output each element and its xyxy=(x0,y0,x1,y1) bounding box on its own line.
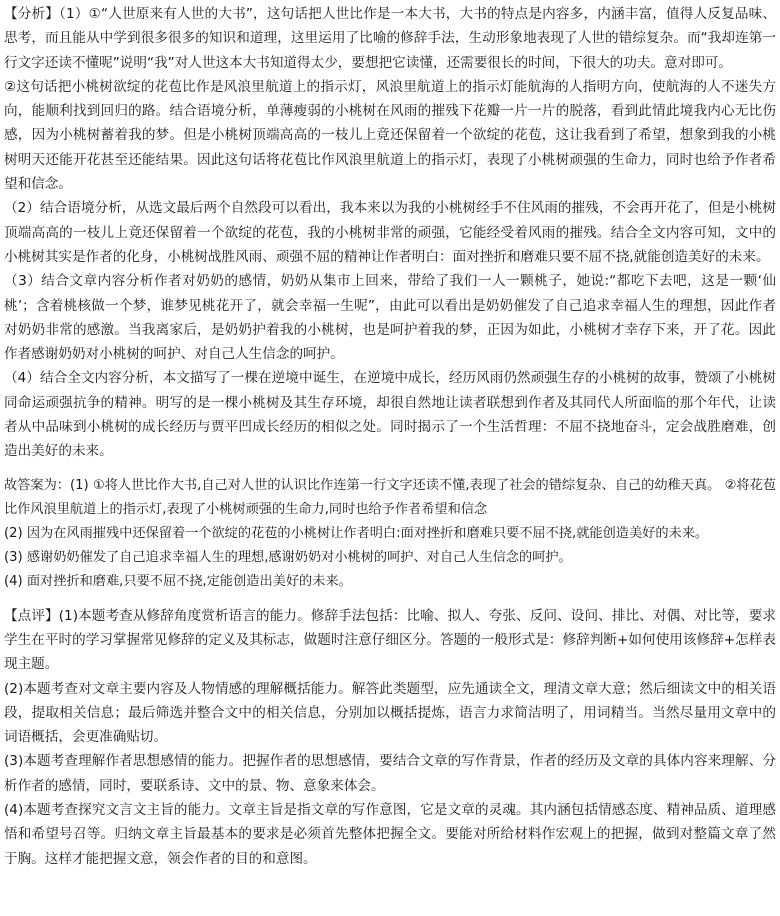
review-paragraph-4: (4)本题考查探究文言文主旨的能力。文章主旨是指文章的写作意图，它是文章的灵魂。其内涵包括情感态度、精神品质、道理感悟和希望号召等。归纳文章主旨最基本的要求是必须首先整体把握全文。要能对所给材料作宏观上的把握，做到对整篇文章了然于胸。这样才能把握文意，领会作者的目的和意图。 xyxy=(4,802,776,867)
analysis-section xyxy=(4,2,776,464)
answer-paragraph-2: (2) 因为在风雨摧残中还保留着一个欲绽的花苞的小桃树让作者明白:面对挫折和磨难只要不屈不挠,就能创造美好的未来。 xyxy=(4,525,709,541)
analysis-paragraph-1: 【分析】（1）①“人世原来有人世的大书”，这句话把人世比作是一本大书，大书的特点是内容多，内涵丰富，值得人反复品味、思考，而且能从中学到很多很多的知识和道理，这里运用了比喻的修辞手法，生动形象地表现了人世的错综复杂。而“我却连第一行文字还读不懂呢”说明“我”对人世这本大书知道得太少，要想把它读懂，还需要很长的时间，下很大的功夫。意对即可。 xyxy=(4,6,776,71)
analysis-paragraph-4: （3）结合文章内容分析作者对奶奶的感情，奶奶从集市上回来，带给了我们一人一颗桃子，她说:“都吃下去吧，这是一颗‘仙桃’；含着桃核做一个梦，谁梦见桃花开了，就会幸福一生呢”，由此可以看出是奶奶催发了自己追求幸福人生的理想，因此作者对奶奶非常的感激。当我离家后，是奶奶护着我的小桃树，也是呵护着我的梦，正因为如此，小桃树才幸存下来，开了花。因此作者感谢奶奶对小桃树的呵护、对自己人生信念的呵护。 xyxy=(4,273,776,363)
section-divider-space xyxy=(4,464,776,474)
analysis-paragraph-5: （4）结合全文内容分析，本文描写了一棵在逆境中诞生，在逆境中成长，经历风雨仍然顽强生存的小桃树的故事，赞颂了小桃树同命运顽强抗争的精神。明写的是一棵小桃树及其生存环境，却很自然地让读者联想到作者及其同代人所面临的那个年代，让读者从中品味到小桃树的成长经历与贾平凹成长经历的相似之处。同时揭示了一个生活哲理：不屈不挠地奋斗，定会战胜磨难，创造出美好的未来。 xyxy=(4,370,776,460)
review-section xyxy=(4,604,776,871)
answer-paragraph-1: 故答案为：(1) ①将人世比作大书,自己对人世的认识比作连第一行文字还读不懂,表现了社会的错综复杂、自己的幼稚天真。 ②将花苞比作风浪里航道上的指示灯,表现了小桃树顽强的生命力,同时也给予作者希望和信念 xyxy=(4,477,776,517)
section-divider-space xyxy=(4,594,776,604)
review-paragraph-2: (2)本题考查对文章主要内容及人物情感的理解概括能力。解答此类题型，应先通读全文，理清文章大意；然后细读文中的相关语段，提取相关信息；最后筛选并整合文中的相关信息，分别加以概括提炼，语言力求简洁明了，用词精当。当然尽量用文章中的词语概括，会更准确贴切。 xyxy=(4,680,776,746)
answer-paragraph-3: (3) 感谢奶奶催发了自己追求幸福人生的理想,感谢奶奶对小桃树的呵护、对自己人生信念的呵护。 xyxy=(4,549,572,565)
review-paragraph-1: 【点评】(1)本题考查从修辞角度赏析语言的能力。修辞手法包括：比喻、拟人、夸张、反问、设问、排比、对偶、对比等，要求学生在平时的学习掌握常见修辞的定义及其标志，做题时注意仔细区分。答题的一般形式是：修辞判断+如何使用该修辞+怎样表现主题。 xyxy=(4,607,776,673)
analysis-paragraph-2: ②这句话把小桃树欲绽的花苞比作是风浪里航道上的指示灯，风浪里航道上的指示灯能航海的人指明方向，使航海的人不迷失方向，能顺利找到回归的路。结合语境分析，单薄瘦弱的小桃树在风雨的摧残下花瓣一片一片的脱落，看到此情此境我内心无比伤感，因为小桃树蓄着我的梦。但是小桃树顶端高高的一枝儿上竟还保留着一个欲绽的花苞，这让我看到了希望，想象到我的小桃树明天还能开花甚至还能结果。因此这句话将花苞比作风浪里航道上的指示灯，表现了小桃树顽强的生命力，同时也给予作者希望和信念。 xyxy=(4,78,776,193)
answer-paragraph-4: (4) 面对挫折和磨难,只要不屈不挠,定能创造出美好的未来。 xyxy=(4,573,352,589)
analysis-paragraph-3: （2）结合语境分析，从选文最后两个自然段可以看出，我本来以为我的小桃树经手不住风雨的摧残，不会再开花了，但是小桃树顶端高高的一枝儿上竟还保留着一个欲绽的花苞，我的小桃树非常的顽强，它能经受着风雨的摧残。结合全文内容可知，文中的小桃树其实是作者的化身，小桃树战胜风雨、顽强不屈的精神让作者明白：面对挫折和磨难只要不屈不挠,就能创造美好的未来。 xyxy=(4,200,776,265)
answer-section xyxy=(4,474,776,594)
review-paragraph-3: (3)本题考查理解作者思想感情的能力。把握作者的思想感情，要结合文章的写作背景，作者的经历及文章的具体内容来理解、分析作者的感情，同时，要联系诗、文中的景、物、意象来体会。 xyxy=(4,753,776,794)
